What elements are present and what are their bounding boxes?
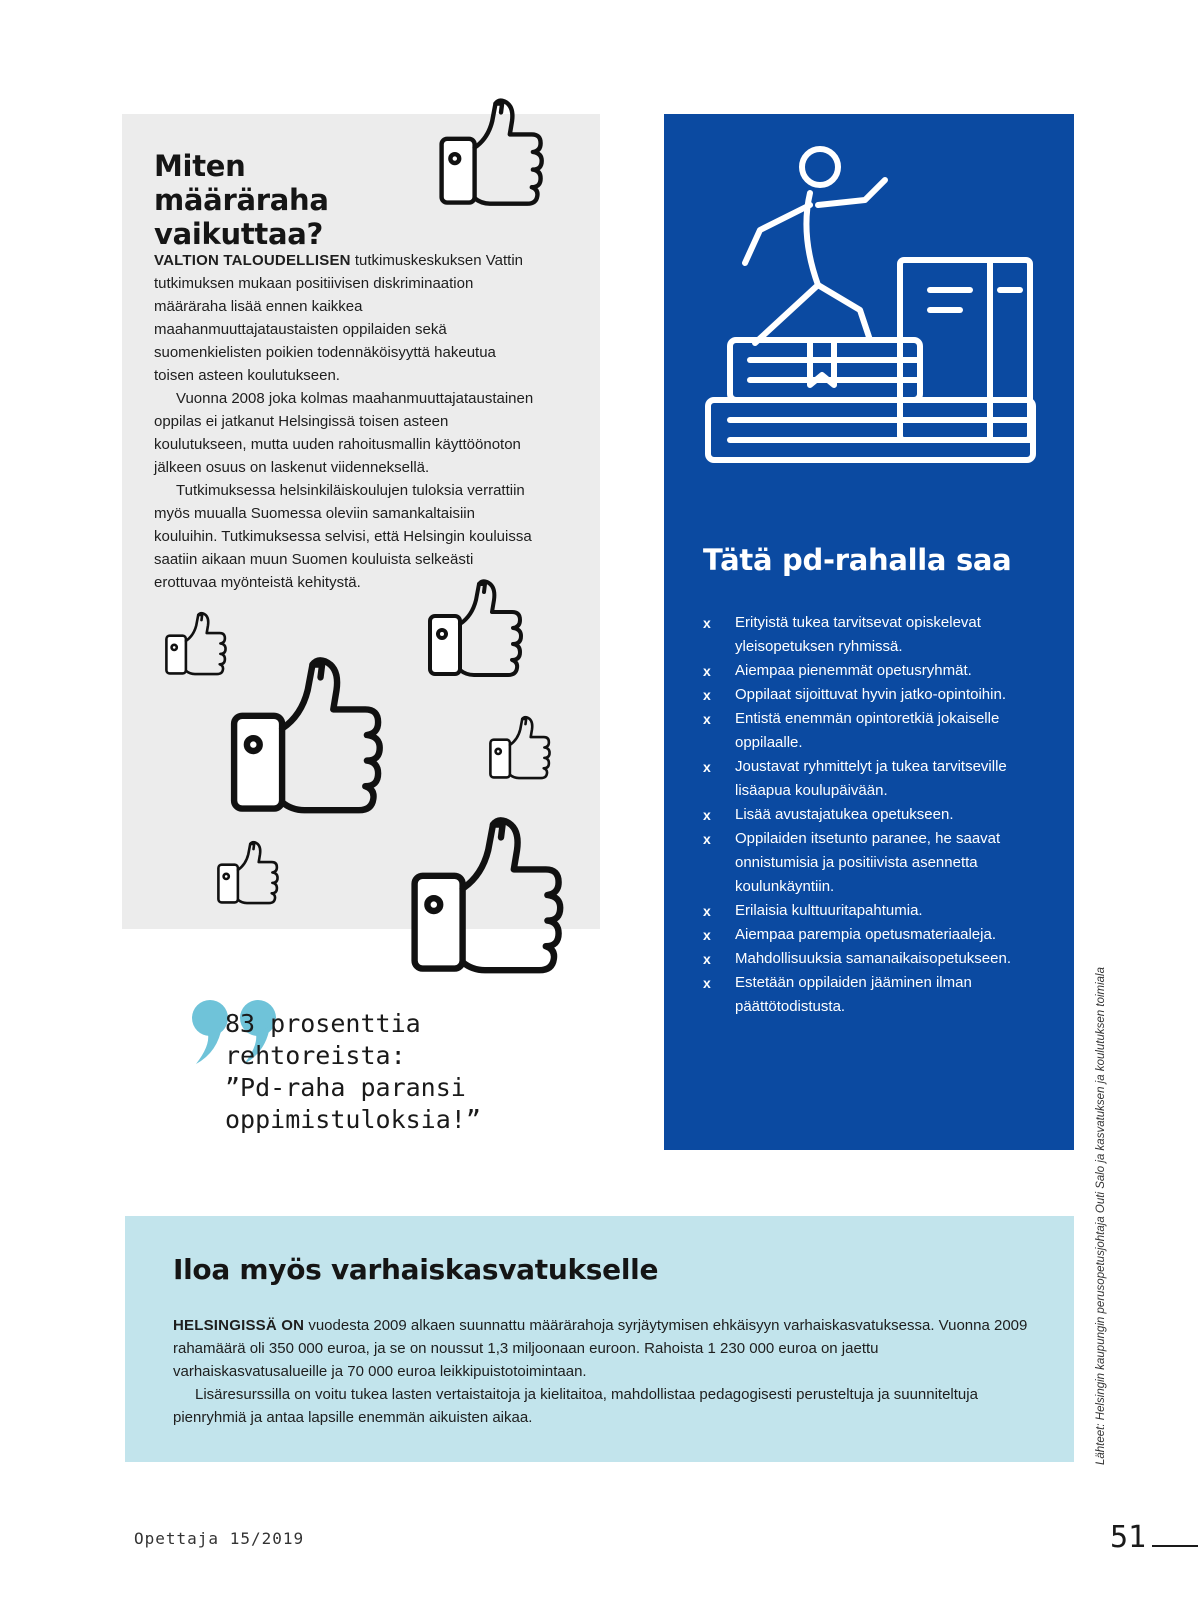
list-item-text: Aiempaa pienemmät opetusryhmät. — [735, 662, 972, 679]
list-item — [703, 659, 1043, 683]
thumbs-up-icon — [415, 578, 533, 678]
thumbs-up-icon — [207, 655, 402, 815]
person-climbing-books-icon — [700, 145, 1045, 470]
pull-quote: 83 prosenttia rehtoreista: ”Pd-raha paransi oppimistuloksia!” — [225, 1009, 481, 1134]
list-item — [703, 611, 1043, 659]
bottom-box-title: Iloa myös varhaiskasvatukselle — [173, 1253, 659, 1286]
x-bullet-icon: x — [703, 927, 711, 943]
benefits-title: Tätä pd-rahalla saa — [703, 543, 1012, 577]
x-bullet-icon: x — [703, 711, 711, 727]
thumbs-up-icon — [207, 840, 287, 905]
bottom-box-paragraph-2: Lisäresurssilla on voitu tukea lasten vertaistaitoja ja kielitaitoa, mahdollistaa pedagogisesti perusteltuja ja suunniteltuja pienryhmiä ja antaa lapsille enemmän aikuisten aikaa. — [173, 1386, 978, 1426]
left-box-lead: VALTION TALOUDELLISEN — [154, 252, 351, 269]
list-item-text: Entistä enemmän opintoretkiä jokaiselle oppilaalle. — [735, 710, 1000, 751]
list-item — [703, 899, 1043, 923]
bottom-box-paragraph-1 — [173, 1314, 1033, 1383]
x-bullet-icon: x — [703, 903, 711, 919]
bottom-box-lead: HELSINGISSÄ ON — [173, 1317, 305, 1334]
x-bullet-icon: x — [703, 975, 711, 991]
bottom-box-body — [173, 1314, 1033, 1429]
list-item — [703, 947, 1043, 971]
list-item — [703, 683, 1043, 707]
x-bullet-icon: x — [703, 807, 711, 823]
thumbs-up-icon — [480, 715, 558, 780]
left-box-paragraph-3: Tutkimuksessa helsinkiläiskoulujen tuloksia verrattiin myös muualla Suomessa oleviin samankaltaisiin kouluihin. Tutkimuksessa selvisi, että Helsingin kouluissa saatiin aikaan muun Suomen kouluista selkeästi erottuvaa myönteistä kehitystä. — [154, 482, 532, 591]
left-box-paragraph-2: Vuonna 2008 joka kolmas maahanmuuttajataustainen oppilas ei jatkanut Helsingissä toisen asteen koulutukseen, mutta uuden rahoitusmallin käyttöönoton jälkeen osuus on laskenut viidenneksellä. — [154, 390, 534, 476]
left-box-title: Miten määräraha vaikuttaa? — [154, 149, 329, 251]
thumbs-up-icon — [390, 815, 580, 975]
source-credit: Lähteet: Helsingin kaupungin perusopetusjohtaja Outi Salo ja kasvatuksen ja koulutuksen toimiala — [1095, 966, 1107, 1465]
left-box-paragraph-1 — [154, 249, 539, 387]
list-item — [703, 803, 1043, 827]
list-item-text: Joustavat ryhmittelyt ja tukea tarvitseville lisäapua koulupäivään. — [735, 758, 1007, 799]
list-item-text: Oppilaat sijoittuvat hyvin jatko-opintoihin. — [735, 686, 1006, 703]
list-item-text: Erilaisia kulttuuritapahtumia. — [735, 902, 923, 919]
x-bullet-icon: x — [703, 663, 711, 679]
list-item — [703, 707, 1043, 755]
list-item — [703, 923, 1043, 947]
x-bullet-icon: x — [703, 615, 711, 631]
x-bullet-icon: x — [703, 759, 711, 775]
left-box-body — [154, 249, 539, 594]
bottom-box-paragraph-1-text: vuodesta 2009 alkaen suunnattu määrärahoja syrjäytymisen ehkäisyyn varhaiskasvatuksessa. Vuonna 2009 rahamäärä oli 350 000 euroa, ja se on noussut 1,3 miljoonaan euroon. Rahoista 1 230 000 euroa on jaettu varhaiskasvatusalueille ja 70 000 euroa leikkipuistotoimintaan. — [173, 1317, 1028, 1380]
list-item-text: Estetään oppilaiden jääminen ilman päättötodistusta. — [735, 974, 972, 1015]
list-item-text: Mahdollisuuksia samanaikaisopetukseen. — [735, 950, 1011, 967]
x-bullet-icon: x — [703, 687, 711, 703]
x-bullet-icon: x — [703, 831, 711, 847]
list-item-text: Lisää avustajatukea opetukseen. — [735, 806, 954, 823]
list-item-text: Aiempaa parempia opetusmateriaaleja. — [735, 926, 996, 943]
list-item-text: Erityistä tukea tarvitsevat opiskelevat yleisopetuksen ryhmissä. — [735, 614, 981, 655]
magazine-issue: Opettaja 15/2019 — [134, 1529, 305, 1548]
list-item — [703, 971, 1043, 1019]
list-item-text: Oppilaiden itsetunto paranee, he saavat onnistumisia ja positiivista asennetta koulunkäyntiin. — [735, 830, 1001, 895]
x-bullet-icon: x — [703, 951, 711, 967]
thumbs-up-icon — [425, 97, 555, 207]
list-item — [703, 755, 1043, 803]
page-number: 51 — [1110, 1520, 1147, 1555]
benefits-list — [703, 611, 1043, 1019]
left-box-paragraph-1-text: tutkimuskeskuksen Vattin tutkimuksen mukaan positiivisen diskriminaation määräraha lisää ennen kaikkea maahanmuuttajataustaisten oppilaiden sekä suomenkielisten poikien todennäköisyyttä hakeutua toisen asteen koulutukseen. — [154, 252, 523, 384]
footer-divider — [1152, 1545, 1198, 1547]
list-item — [703, 827, 1043, 899]
